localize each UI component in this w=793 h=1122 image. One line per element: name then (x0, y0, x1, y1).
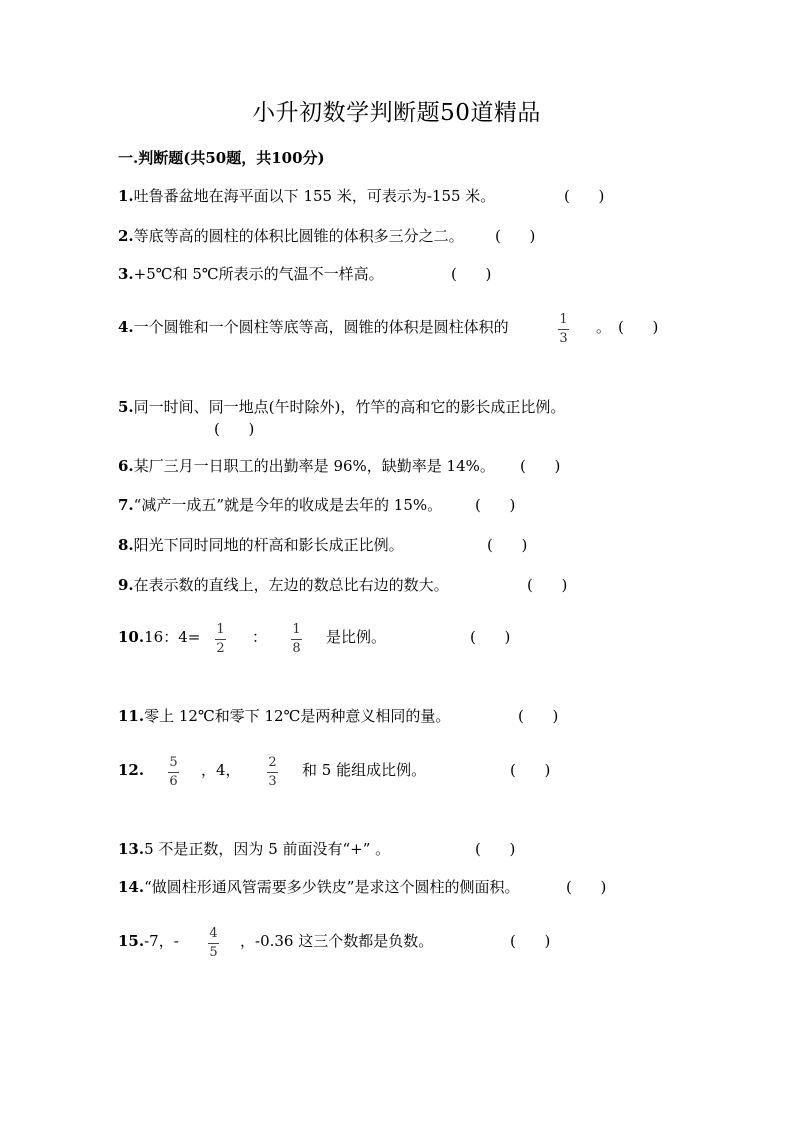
question-text: 阳光下同时同地的杆高和影长成正比例。 (133, 536, 404, 554)
answer-bracket[interactable]: ( ) (527, 576, 568, 594)
answer-bracket[interactable]: ( ) (618, 318, 659, 336)
fraction (267, 755, 278, 789)
page-title: 小升初数学判断题50道精品 (252, 100, 541, 126)
question-text: 16：4= (144, 628, 201, 646)
fraction (215, 622, 226, 656)
fraction (558, 312, 569, 346)
question-number: 10. (118, 628, 145, 646)
fraction-bar (267, 772, 278, 773)
fraction-numerator: 1 (216, 622, 225, 637)
question-14 (118, 876, 607, 898)
question-12 (118, 755, 578, 793)
question-text: “做圆柱形通风管需要多少铁皮”是求这个圆柱的侧面积。 (144, 878, 520, 896)
question-number: 2. (118, 227, 134, 245)
question-text-tail: 。 (596, 318, 612, 336)
question-text: 同一时间、同一地点(午时除外)，竹竿的高和它的影长成正比例。 (133, 398, 566, 416)
question-text-tail: ，-0.36 这三个数都是负数。 (240, 932, 434, 950)
question-3 (118, 263, 492, 285)
question-15 (118, 926, 578, 964)
question-text-tail: 和 5 能组成比例。 (302, 761, 427, 779)
question-5 (118, 396, 588, 438)
question-number: 11. (118, 707, 145, 725)
question-4 (118, 312, 688, 350)
question-number: 9. (118, 576, 134, 594)
question-text: 一个圆锥和一个圆柱等底等高，圆锥的体积是圆柱体积的 (133, 318, 509, 336)
question-number: 3. (118, 265, 134, 283)
question-number: 4. (118, 318, 134, 336)
section-heading: 一.判断题(共50题，共100分) (118, 149, 325, 167)
question-number: 5. (118, 398, 134, 416)
fraction-bar (215, 639, 226, 640)
question-10 (118, 622, 538, 660)
fraction-denominator: 6 (169, 774, 178, 789)
question-text: 零上 12℃和零下 12℃是两种意义相同的量。 (144, 707, 451, 725)
answer-bracket[interactable]: ( ) (214, 420, 255, 438)
fraction-numerator: 1 (559, 312, 568, 327)
question-text: ，4， (201, 761, 241, 779)
answer-bracket[interactable]: ( ) (451, 265, 492, 283)
question-number: 14. (118, 878, 145, 896)
question-9 (118, 574, 568, 596)
question-number: 15. (118, 932, 145, 950)
fraction-numerator: 1 (292, 622, 301, 637)
fraction-numerator: 2 (268, 755, 277, 770)
answer-bracket[interactable]: ( ) (510, 761, 551, 779)
question-text: 吐鲁番盆地在海平面以下 155 米，可表示为-155 米。 (133, 187, 496, 205)
question-text: “减产一成五”就是今年的收成是去年的 15%。 (133, 496, 443, 514)
fraction-denominator: 3 (559, 331, 568, 346)
question-1 (118, 185, 605, 207)
fraction-bar (168, 772, 179, 773)
answer-bracket[interactable]: ( ) (475, 496, 516, 514)
question-number: 1. (118, 187, 134, 205)
fraction-numerator: 5 (169, 755, 178, 770)
question-number: 12. (118, 761, 145, 779)
answer-bracket[interactable]: ( ) (564, 187, 605, 205)
question-text-tail: 是比例。 (326, 628, 387, 646)
question-7 (118, 494, 516, 516)
question-8 (118, 534, 528, 556)
answer-bracket[interactable]: ( ) (487, 536, 528, 554)
fraction-bar (208, 943, 219, 944)
question-number: 8. (118, 536, 134, 554)
fraction-denominator: 3 (268, 774, 277, 789)
fraction (208, 926, 219, 960)
fraction-bar (291, 639, 302, 640)
fraction-denominator: 2 (216, 641, 225, 656)
question-6 (118, 455, 561, 477)
fraction (291, 622, 302, 656)
answer-bracket[interactable]: ( ) (520, 457, 561, 475)
question-text: +5℃和 5℃所表示的气温不一样高。 (133, 265, 384, 283)
question-number: 6. (118, 457, 134, 475)
question-13 (118, 838, 516, 860)
fraction-denominator: 5 (209, 945, 218, 960)
fraction-denominator: 8 (292, 641, 301, 656)
answer-bracket[interactable]: ( ) (495, 227, 536, 245)
question-text: 5 不是正数，因为 5 前面没有“+” 。 (144, 840, 391, 858)
question-11 (118, 705, 559, 727)
question-2 (118, 225, 536, 247)
question-number: 7. (118, 496, 134, 514)
fraction-bar (558, 329, 569, 330)
fraction (168, 755, 179, 789)
question-number: 13. (118, 840, 145, 858)
question-text: 等底等高的圆柱的体积比圆锥的体积多三分之二。 (133, 227, 464, 245)
answer-bracket[interactable]: ( ) (470, 628, 511, 646)
question-text: 在表示数的直线上，左边的数总比右边的数大。 (133, 576, 449, 594)
answer-bracket[interactable]: ( ) (510, 932, 551, 950)
answer-bracket[interactable]: ( ) (475, 840, 516, 858)
answer-bracket[interactable]: ( ) (518, 707, 559, 725)
fraction-numerator: 4 (209, 926, 218, 941)
ratio-colon: ： (252, 628, 268, 646)
question-text: -7，- (144, 932, 179, 950)
answer-bracket[interactable]: ( ) (566, 878, 607, 896)
question-text: 某厂三月一日职工的出勤率是 96%，缺勤率是 14%。 (133, 457, 495, 475)
